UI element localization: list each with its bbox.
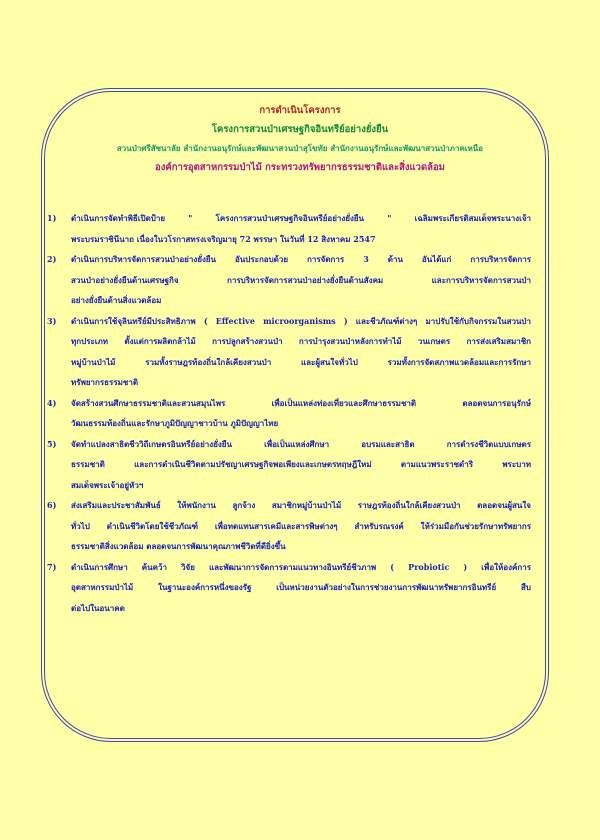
list-item [47, 393, 547, 434]
responsible-units: สวนป่าศรีสัชนาลัย สำนักงานอนุรักษ์และพัฒนาสวนป่าสุโขทัย สำนักงานอนุรักษ์และพัฒนาสวนป่าภาคเหนือ [116, 143, 484, 153]
item-text-line: ทั่วไป ดำเนินชีวิตโดยใช้ชีวภัณฑ์ เพื่อทดแทนสารเคมีและสารพิษต่างๆ สำหรับรณรงค์ ให้ร่วมมือกันช่วยรักษาทรัพยากร [71, 520, 531, 531]
item-number: 6) [47, 500, 57, 510]
item-text-line: สวนป่าอย่างยั่งยืนด้านเศรษฐกิจ การบริหารจัดการสวนป่าอย่างยั่งยืนด้านสังคม และการบริหารจัดการสวนป่า [71, 274, 531, 285]
item-text-line: ดำเนินการศึกษา ค้นคว้า วิจัย และพัฒนาการจัดการตามแนวทางอินทรีย์ชีวภาพ ( Probiotic ) เพื่อให้องค์การ [71, 561, 531, 572]
list-item [47, 208, 547, 249]
item-text-line: ดำเนินการจัดทำพิธีเปิดป้าย " โครงการสวนป่าเศรษฐกิจอินทรีย์อย่างยั่งยืน " เฉลิมพระเกียรติสมเด็จพระนางเจ้า [71, 213, 531, 223]
item-text-line: ทรัพยากรธรรมชาติ [71, 377, 139, 387]
list-item [47, 311, 547, 393]
item-text-line: ธรรมชาติ และการดำเนินชีวิตตามปรัชญาเศรษฐกิจพอเพียงและเกษตรทฤษฎีใหม่ ตามแนวพระราชดำริ พระบาท [71, 459, 531, 469]
document-header [0, 101, 600, 177]
item-text-line: วัฒนธรรมท้องถิ่นและรักษาภูมิปัญญาชาวบ้าน ภูมิปัญญาไทย [71, 418, 279, 428]
item-number: 1) [47, 213, 57, 223]
activity-list [47, 208, 547, 618]
list-item [47, 434, 547, 496]
item-text-line: ดำเนินการใช้จุลินทรีย์มีประสิทธิภาพ ( Effective microorganisms ) และชีวภัณฑ์ต่างๆ มาปรับใช้กับกิจกรรมในสวนป่า [71, 315, 531, 326]
item-text-line: หมู่บ้านป่าไม้ รวมทั้งราษฎรท้องถิ่นใกล้เคียงสวนป่า และผู้สนใจทั่วไป รวมทั้งการจัดสภาพแวดล้อมและการรักษา [71, 356, 531, 367]
item-text-line: ส่งเสริมและประชาสัมพันธ์ ให้พนักงาน ลูกจ้าง สมาชิกหมู่บ้านป่าไม้ ราษฎรท้องถิ่นใกล้เคียงสวนป่า ตลอดจนผู้สนใจ [71, 500, 531, 510]
item-text-line: จัดสร้างสวนศึกษาธรรมชาติและสวนสมุนไพร เพื่อเป็นแหล่งท่องเที่ยวและศึกษาธรรมชาติ ตลอดจนการอนุรักษ์ [71, 397, 531, 408]
list-item [47, 557, 547, 619]
item-text-line: ต่อไปในอนาคต [71, 602, 125, 613]
document-title: การดำเนินโครงการ [259, 105, 341, 116]
item-number: 5) [47, 438, 57, 449]
item-number: 4) [47, 397, 57, 408]
item-text-line: ทุกประเภท ตั้งแต่การผลิตกล้าไม้ การปลูกสร้างสวนป่า การบำรุงสวนป่าหลังการทำไม้ วนเกษตร การส่งเสริมสมาชิก [71, 336, 531, 346]
item-text-line: จัดทำแปลงสาธิตชีววิถีเกษตรอินทรีย์อย่างยั่งยืน เพื่อเป็นแหล่งศึกษา อบรมและสาธิต การดำรงชีวิตแบบเกษตร [71, 438, 531, 449]
item-number: 2) [47, 254, 57, 264]
item-number: 7) [47, 561, 57, 572]
item-text-line: พระบรมราชินีนาถ เนื่องในวโรกาสทรงเจริญมายุ 72 พรรษา ในวันที่ 12 สิงหาคม 2547 [71, 233, 376, 244]
item-text-line: ธรรมชาติสิ่งแวดล้อม ตลอดจนการพัฒนาคุณภาพชีวิตที่ดียิ่งขึ้น [71, 541, 286, 551]
item-number: 3) [47, 315, 57, 326]
project-name: โครงการสวนป่าเศรษฐกิจอินทรีย์อย่างยั่งยืน [211, 124, 389, 135]
item-text-line: ดำเนินการบริหารจัดการสวนป่าอย่างยั่งยืน อันประกอบด้วย การจัดการ 3 ด้าน อันได้แก่ การบริหารจัดการ [71, 254, 531, 264]
item-text-line: สมเด็จพระเจ้าอยู่หัวฯ [71, 479, 144, 490]
organization-name: องค์การอุตสาหกรรมป่าไม้ กระทรวงทรัพยากรธรรมชาติและสิ่งแวดล้อม [155, 162, 445, 173]
item-text-line: อย่างยั่งยืนด้านสิ่งแวดล้อม [71, 295, 162, 305]
list-item [47, 495, 547, 557]
list-item [47, 249, 547, 311]
item-text-line: อุตสาหกรรมป่าไม้ ในฐานะองค์การหนึ่งของรัฐ เป็นหน่วยงานตัวอย่างในการช่วยงานการพัฒนาทรัพยากรอินทรีย์ สืบ [71, 582, 531, 592]
